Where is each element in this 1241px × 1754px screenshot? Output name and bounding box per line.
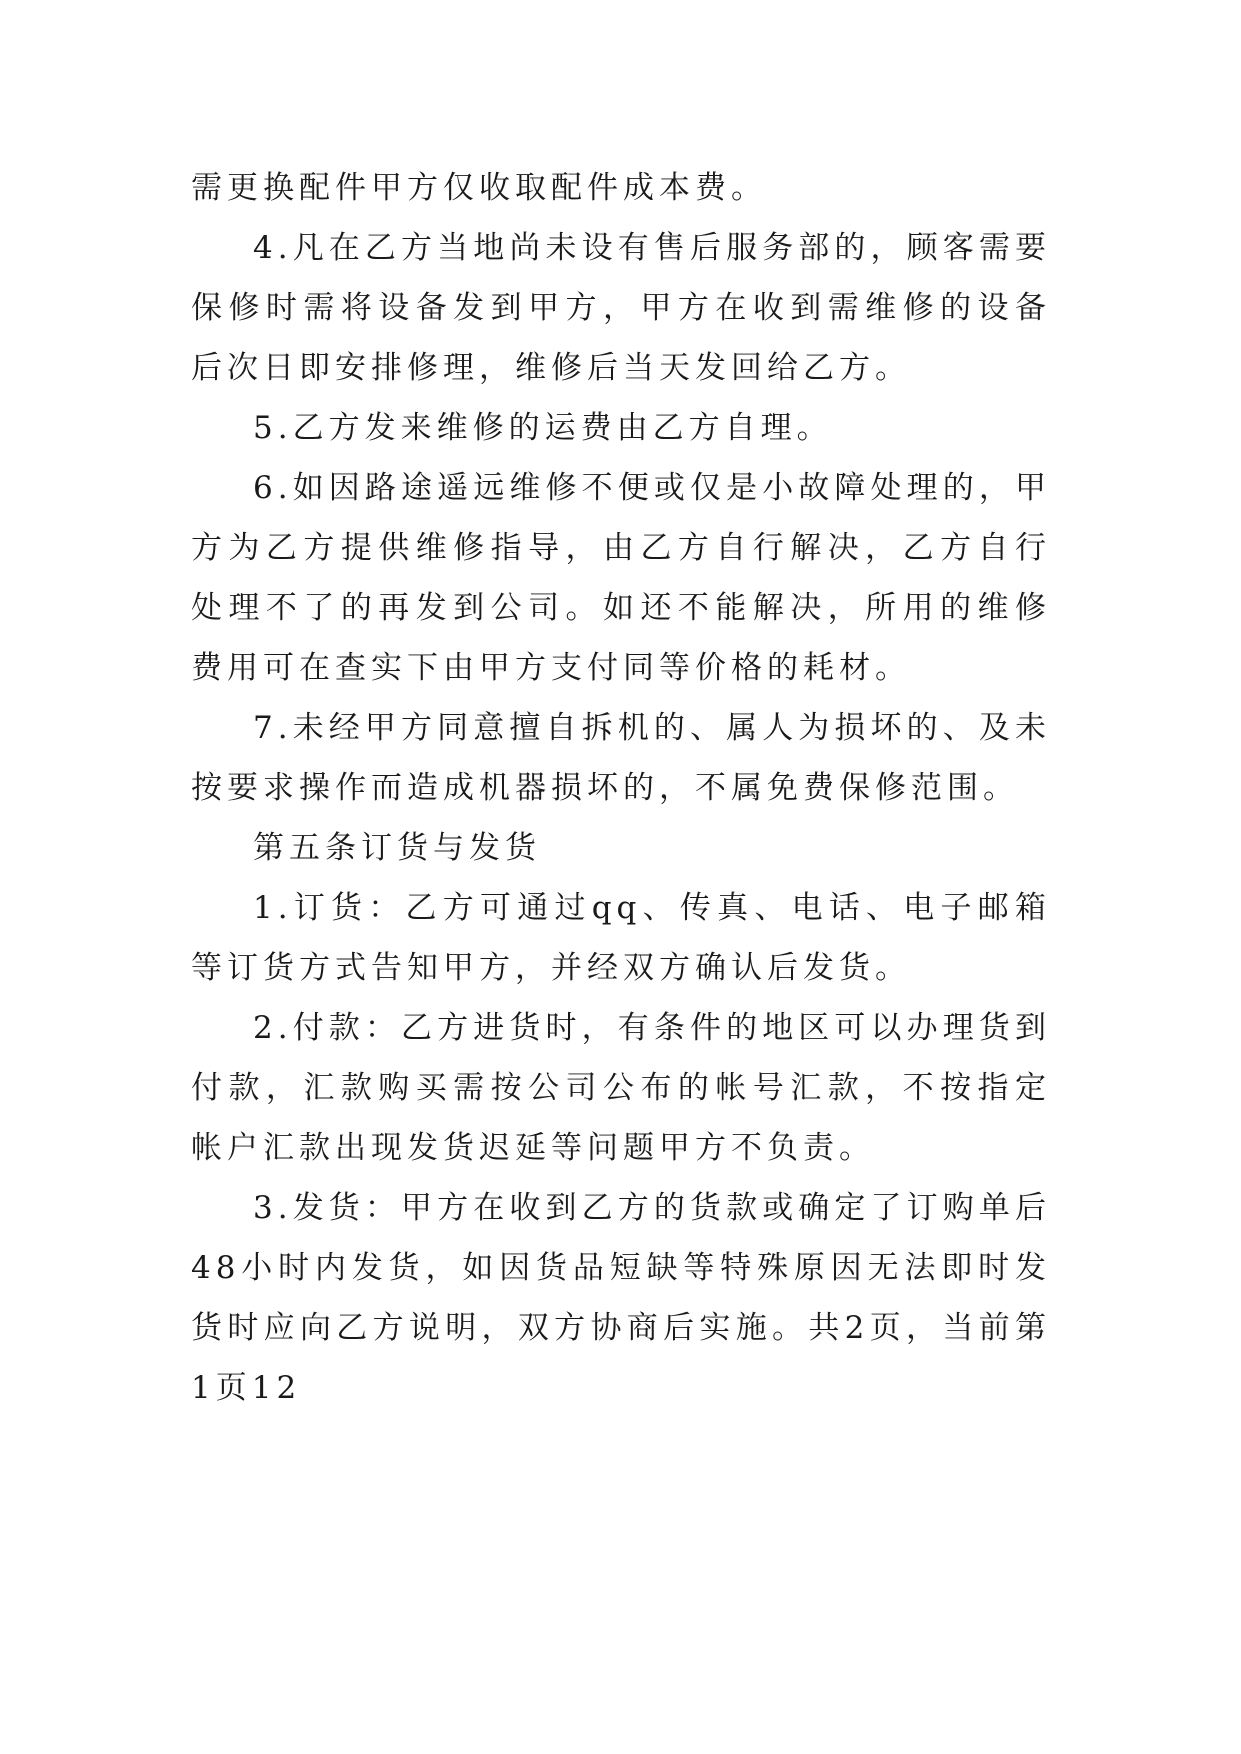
paragraph-clause-5: 5.乙方发来维修的运费由乙方自理。 xyxy=(253,410,833,446)
paragraph-payment: 2.付款：乙方进货时，有条件的地区可以办理货到付款，汇款购买需按公司公布的帐号汇款，不按指定帐户汇款出现发货迟延等问题甲方不负责。 xyxy=(191,1010,1051,1166)
paragraph-clause-4: 4.凡在乙方当地尚未设有售后服务部的，顾客需要保修时需将设备发到甲方，甲方在收到需维修的设备后次日即安排修理，维修后当天发回给乙方。 xyxy=(191,230,1051,386)
section-heading-article-5: 第五条订货与发货 xyxy=(253,830,541,866)
paragraph-shipping: 3.发货：甲方在收到乙方的货款或确定了订购单后48小时内发货，如因货品短缺等特殊原因无法即时发货时应向乙方说明，双方协商后实施。共2页，当前第1页12 xyxy=(191,1190,1051,1406)
paragraph-clause-6: 6.如因路途遥远维修不便或仅是小故障处理的，甲方为乙方提供维修指导，由乙方自行解决，乙方自行处理不了的再发到公司。如还不能解决，所用的维修费用可在查实下由甲方支付同等价格的耗材。 xyxy=(191,470,1051,686)
document-body xyxy=(191,158,1051,1418)
paragraph-ordering: 1.订货：乙方可通过qq、传真、电话、电子邮箱等订货方式告知甲方，并经双方确认后发货。 xyxy=(191,890,1051,986)
paragraph-clause-7: 7.未经甲方同意擅自拆机的、属人为损坏的、及未按要求操作而造成机器损坏的，不属免费保修范围。 xyxy=(191,710,1051,806)
paragraph-continuation: 需更换配件甲方仅收取配件成本费。 xyxy=(191,170,767,206)
